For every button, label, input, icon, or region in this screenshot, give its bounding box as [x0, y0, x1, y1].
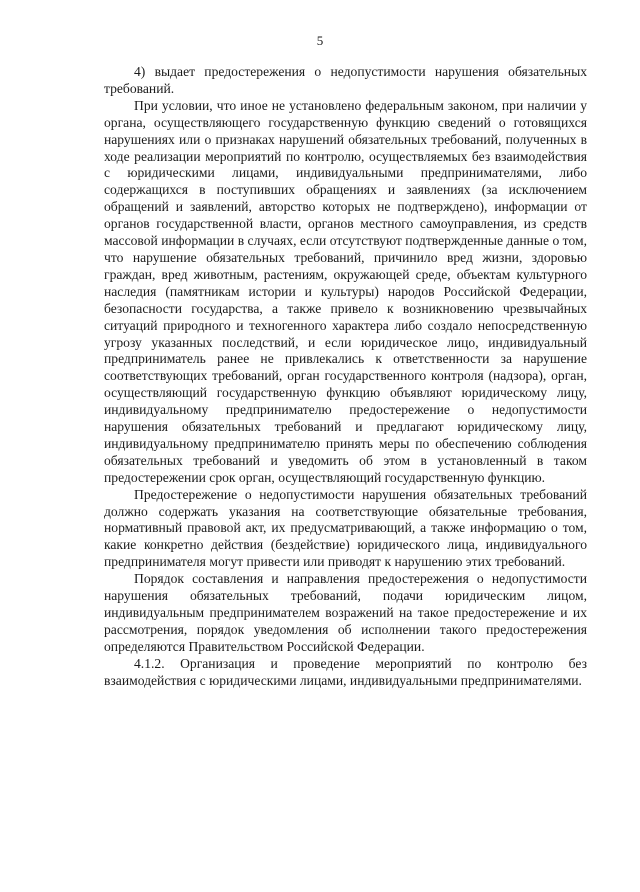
paragraph-warning-content: Предостережение о недопустимости нарушения обязательных требований должно содержать указания на соответствующие обязательные требования, нормативный правовой акт, их предусматривающий, а также информацию о том, какие конкретно действия (бездействие) юридического лица, индивидуального предпринимателя могут привести или приводят к нарушению этих требований. [104, 486, 587, 570]
document-body [104, 64, 587, 690]
paragraph-warning-procedure: Порядок составления и направления предостережения о недопустимости нарушения обязательных требований, подачи юридическим лицом, индивидуальным предпринимателем возражений на такое предостережение и их рассмотрения, порядок уведомления об исполнении такого предостережения определяются Правительством Российской Федерации. [104, 571, 587, 654]
page-number: 5 [316, 33, 324, 48]
paragraph-section-4-1-2: 4.1.2. Организация и проведение мероприятий по контролю без взаимодействия с юридическими лицами, индивидуальными предпринимателями. [104, 655, 587, 688]
paragraph-warning-conditions: При условии, что иное не установлено федеральным законом, при наличии у органа, осуществляющего государственную функцию сведений о готовящихся нарушениях или о признаках нарушений обязательных требований, полученных в ходе реализации мероприятий по контролю, осуществляемых без взаимодействия с юридическими лицами, индивидуальными предпринимателями, либо содержащихся в поступивших обращениях и заявлениях (за исключением обращений и заявлений, авторство которых не подтверждено), информации от органов государственной власти, органов местного самоуправления, из средств массовой информации в случаях, если отсутствуют подтвержденные данные о том, что нарушение обязательных требований, причинило вред жизни, здоровью граждан, вред животным, растениям, окружающей среде, объектам культурного наследия (памятникам истории и культуры) народов Российской Федерации, безопасности государства, а также привело к возникновению чрезвычайных ситуаций природного и техногенного характера либо создало непосредственную угрозу указанных последствий, и если юридическое лицо, индивидуальный предприниматель ранее не привлекались к ответственности за нарушение соответствующих требований, орган государственного контроля (надзора), орган, осуществляющий государственную функцию объявляют юридическому лицу, индивидуальному предпринимателю предостережение о недопустимости нарушения обязательных требований и предлагают юридическому лицу, индивидуальному предпринимателю принять меры по обеспечению соблюдения обязательных требований и уведомить об этом в установленный в таком предостережении срок орган, осуществляющий государственную функцию. [104, 97, 587, 485]
paragraph-item-4-warnings: 4) выдает предостережения о недопустимости нарушения обязательных требований. [104, 64, 587, 96]
